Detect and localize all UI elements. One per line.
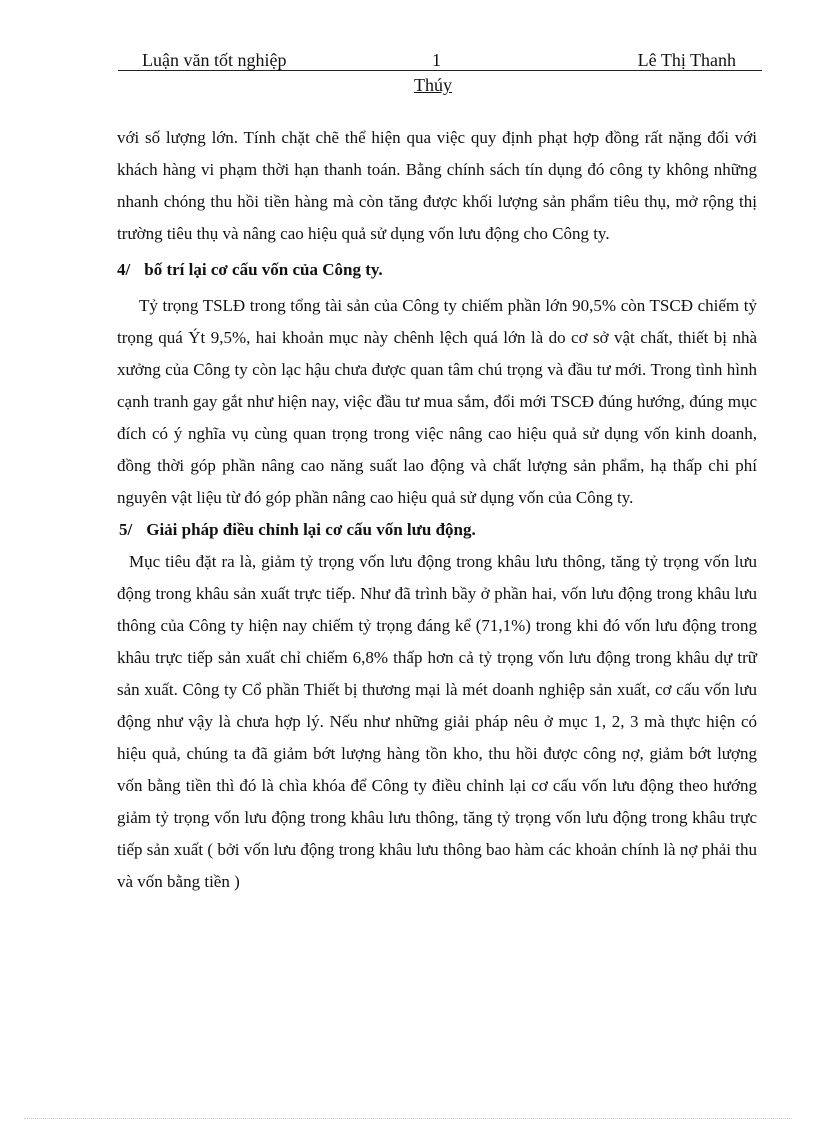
page-header bbox=[118, 50, 762, 71]
section-4-paragraph: Tỷ trọng TSLĐ trong tổng tài sản của Công ty chiếm phần lớn 90,5% còn TSCĐ chiếm tỷ trọng quá Ýt 9,5%, hai khoản mục này chênh lệch quá lớn là do cơ sở vật chất, thiết bị nhà xưởng của Công ty còn lạc hậu chưa được quan tâm chú trọng và đầu tư mới. Trong tình hình cạnh tranh gay gắt như hiện nay, việc đầu tư mua sắm, đổi mới TSCĐ đúng hướng, đúng mục đích có ý nghĩa vụ cùng quan trọng trong việc nâng cao hiệu quả sử dụng vốn kinh doanh, đồng thời góp phần nâng cao năng suất lao động và chất lượng sản phẩm, hạ thấp chi phí nguyên vật liệu từ đó góp phần nâng cao hiệu quả sử dụng vốn của Công ty. bbox=[117, 296, 757, 507]
section-4-title: bố trí lại cơ cấu vốn của Công ty. bbox=[144, 260, 383, 279]
section-5-number: 5/ bbox=[119, 520, 133, 539]
section-4-number: 4/ bbox=[117, 260, 131, 279]
page-bottom-rule bbox=[24, 1118, 792, 1119]
header-author-name-continuation: Thúy bbox=[414, 75, 452, 95]
section-5-heading bbox=[117, 514, 757, 546]
header-thesis-label: Luận văn tốt nghiệp bbox=[142, 50, 287, 70]
intro-paragraph: với số lượng lớn. Tính chặt chẽ thể hiện qua việc quy định phạt hợp đồng rất nặng đối với khách hàng vi phạm thời hạn thanh toán. Bằng chính sách tín dụng đó công ty không những nhanh chóng thu hồi tiền hàng mà còn tăng được khối lượng sản phẩm tiêu thụ, mở rộng thị trường tiêu thụ và nâng cao hiệu quả sử dụng vốn lưu động cho Công ty. bbox=[117, 128, 757, 243]
header-author-name: Lê Thị Thanh bbox=[637, 50, 736, 70]
section-5-title: Giải pháp điều chỉnh lại cơ cấu vốn lưu động. bbox=[146, 520, 476, 539]
section-5-paragraph: Mục tiêu đặt ra là, giảm tỷ trọng vốn lưu động trong khâu lưu thông, tăng tỷ trọng vốn lưu động trong khâu sản xuất trực tiếp. Như đã trình bầy ở phần hai, vốn lưu động trong khâu lưu thông của Công ty hiện nay chiếm tỷ trọng đáng kể (71,1%) trong khi đó vốn lưu động trong khâu trực tiếp sản xuất chỉ chiếm 6,8% thấp hơn cả tỷ trọng vốn lưu động trong khâu dự trữ sản xuất. Công ty Cổ phần Thiết bị thương mại là mét doanh nghiệp sản xuất, cơ cấu vốn lưu động như vậy là chưa hợp lý. Nếu như những giải pháp nêu ở mục 1, 2, 3 mà thực hiện có hiệu quả, chúng ta đã giảm bớt lượng hàng tồn kho, thu hồi được công nợ, giảm bớt lượng vốn bằng tiền thì đó là chìa khóa để Công ty điều chỉnh lại cơ cấu vốn lưu động theo hướng giảm tỷ trọng vốn lưu động trong khâu lưu thông, tăng tỷ trọng vốn lưu động trong khâu trực tiếp sản xuất ( bởi vốn lưu động trong khâu lưu thông bao hàm các khoản chính là nợ phải thu và vốn bằng tiền ) bbox=[117, 552, 757, 891]
document-body bbox=[117, 122, 757, 898]
header-page-number: 1 bbox=[432, 50, 441, 70]
section-4-heading bbox=[117, 254, 757, 286]
